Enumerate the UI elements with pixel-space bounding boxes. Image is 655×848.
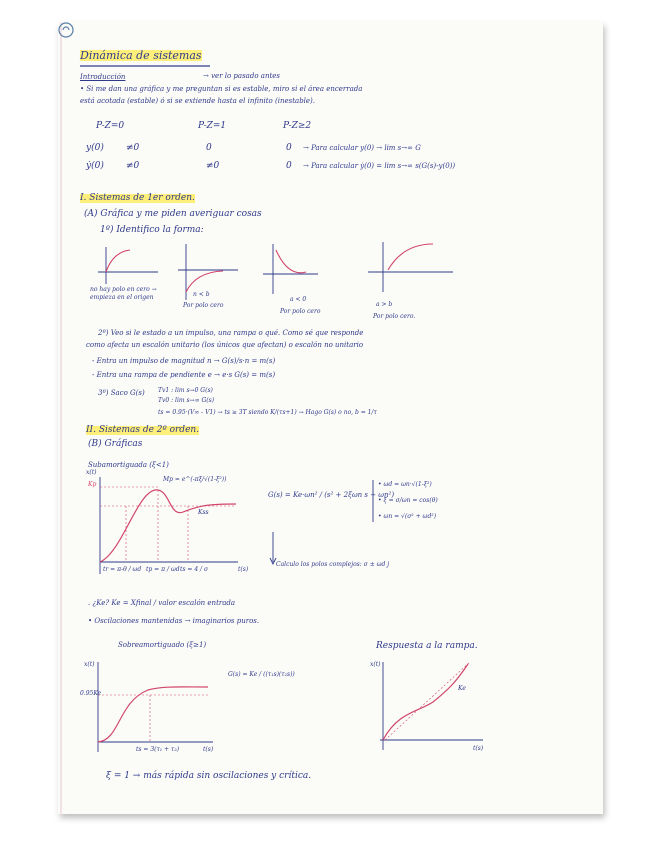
- subamortiguada-title: Subamortiguada (ξ<1): [88, 461, 169, 469]
- graph-3-caption-b: Por polo cero: [280, 308, 321, 315]
- ramp-ke: Ke: [458, 685, 466, 692]
- over-ts: ts = 3(τ₁ + τ₂): [136, 746, 180, 753]
- second-order-heading: II. Sistemas de 2º orden.: [86, 425, 200, 435]
- table-row-2-val-1: ≠0: [126, 161, 140, 171]
- poles-line: Calculo los polos complejos: σ ± ωd j: [276, 561, 390, 568]
- g-formula: G(s) = Ke·ωn² / (s² + 2ξωn s + ωn²): [268, 491, 395, 499]
- app-logo-icon: [58, 22, 74, 38]
- page-title: Dinámica de sistemas: [80, 49, 202, 62]
- table-calc-2: → Para calcular ẏ(0) = lim s→∞ s(G(s)-y(0)): [303, 162, 456, 170]
- intro-line-2: está acotada (estable) ó si se extiende hasta el infinito (inestable).: [80, 97, 316, 105]
- label-kp: Kp: [88, 481, 97, 488]
- overdamped-title: Sobreamortiguado (ξ≥1): [118, 641, 207, 649]
- graph-1-caption: no hay polo en cero → empieza en el origen: [90, 286, 157, 301]
- intro-heading: Introducción: [80, 73, 126, 81]
- notebook-page: [58, 22, 603, 814]
- table-row-2-val-3: 0: [286, 161, 292, 171]
- relation-1: • ωd = ωn·√(1-ξ²): [378, 481, 432, 488]
- over-axis-y: x(t): [84, 661, 95, 668]
- over-y-label: 0.95Ke: [80, 690, 102, 697]
- table-row-1-label: y(0): [86, 143, 104, 153]
- step-3-line-a: 3º) Saco G(s): [98, 389, 145, 397]
- first-order-heading: I. Sistemas de 1er orden.: [80, 193, 195, 203]
- label-ts: ts = 4 / σ: [180, 566, 209, 573]
- table-row-2-label: ẏ(0): [86, 161, 104, 171]
- label-mp: Mp = e^(-πξ/√(1-ξ²)): [163, 476, 227, 483]
- final-note: ξ = 1 → más rápida sin oscilaciones y crítica.: [106, 771, 312, 781]
- step-2-line-a: 2º) Veo si le estado a un impulso, una rampa o qué. Como sé que responde: [98, 329, 364, 337]
- first-order-a: (A) Gráfica y me piden averiguar cosas: [84, 209, 262, 219]
- step-2-line-c: - Entra un impulso de magnitud n → G(s)/s·n = m(s): [92, 357, 276, 365]
- ramp-axis-y: x(t): [370, 661, 381, 668]
- table-col-3: P-Z≥2: [283, 121, 312, 131]
- relation-2: • ξ = σ/ωn = cos(θ): [378, 497, 438, 504]
- over-g-formula: G(s) = Ke / ((τ₁s)(τ₂s)): [228, 671, 295, 678]
- label-tr: tr = π-θ / ωd: [103, 566, 142, 573]
- intro-line-1: • Si me dan una gráfica y me preguntan si es estable, miro si el área encerrada: [80, 85, 363, 93]
- table-row-1-val-1: ≠0: [126, 143, 140, 153]
- table-row-2-val-2: ≠0: [206, 161, 220, 171]
- graph-3-caption-a: a < 0: [290, 296, 307, 303]
- table-row-1-val-2: 0: [206, 143, 212, 153]
- label-kss: Kss: [198, 509, 209, 516]
- oscillations-line: • Oscilaciones mantenidas → imaginarios puros.: [88, 617, 260, 625]
- step-3-line-d: ts = 0.95·(V∞ - V1) → ts ≥ 3T siendo K/(τs+1) → Hago G(s) o no, b = 1/τ: [158, 409, 377, 416]
- ke-line: . ¿Ke? Ke = Xfinal / valor escalón entrada: [88, 599, 236, 607]
- table-col-1: P-Z=0: [96, 121, 125, 131]
- sub-axis-x: t(s): [238, 566, 249, 573]
- table-col-2: P-Z=1: [198, 121, 227, 131]
- ramp-axis-x: t(s): [473, 745, 484, 752]
- first-order-step-1: 1º) Identifico la forma:: [100, 225, 204, 235]
- handwritten-graphs: [58, 22, 603, 814]
- step-2-line-b: como afecta un escalón unitario (los únicos que afectan) o escalón no unitario: [86, 341, 364, 349]
- second-order-b: (B) Gráficas: [88, 439, 143, 449]
- sub-axis-y: x(t): [86, 469, 97, 476]
- graph-4-caption-a: a > b: [376, 301, 393, 308]
- over-axis-x: t(s): [203, 746, 214, 753]
- step-3-line-b: Tv1 : lim s→0 G(s): [158, 387, 213, 394]
- table-row-1-val-3: 0: [286, 143, 292, 153]
- table-calc-1: → Para calcular y(0) → lim s→∞ G: [303, 144, 421, 152]
- graph-2-caption-b: Por polo cero: [183, 302, 224, 309]
- label-tp: tp = π / ωd: [146, 566, 180, 573]
- step-3-line-c: Tv0 : lim s→∞ G(s): [158, 397, 215, 404]
- graph-4-caption-b: Por polo cero.: [373, 313, 416, 320]
- step-2-line-d: - Entra una rampa de pendiente e → e·s G(s) = m(s): [92, 371, 276, 379]
- intro-note: → ver lo pasado antes: [203, 72, 281, 80]
- relation-3: • ωn = √(σ² + ωd²): [378, 513, 437, 520]
- graph-2-caption-a: n < b: [193, 291, 210, 298]
- ramp-title: Respuesta a la rampa.: [376, 641, 478, 651]
